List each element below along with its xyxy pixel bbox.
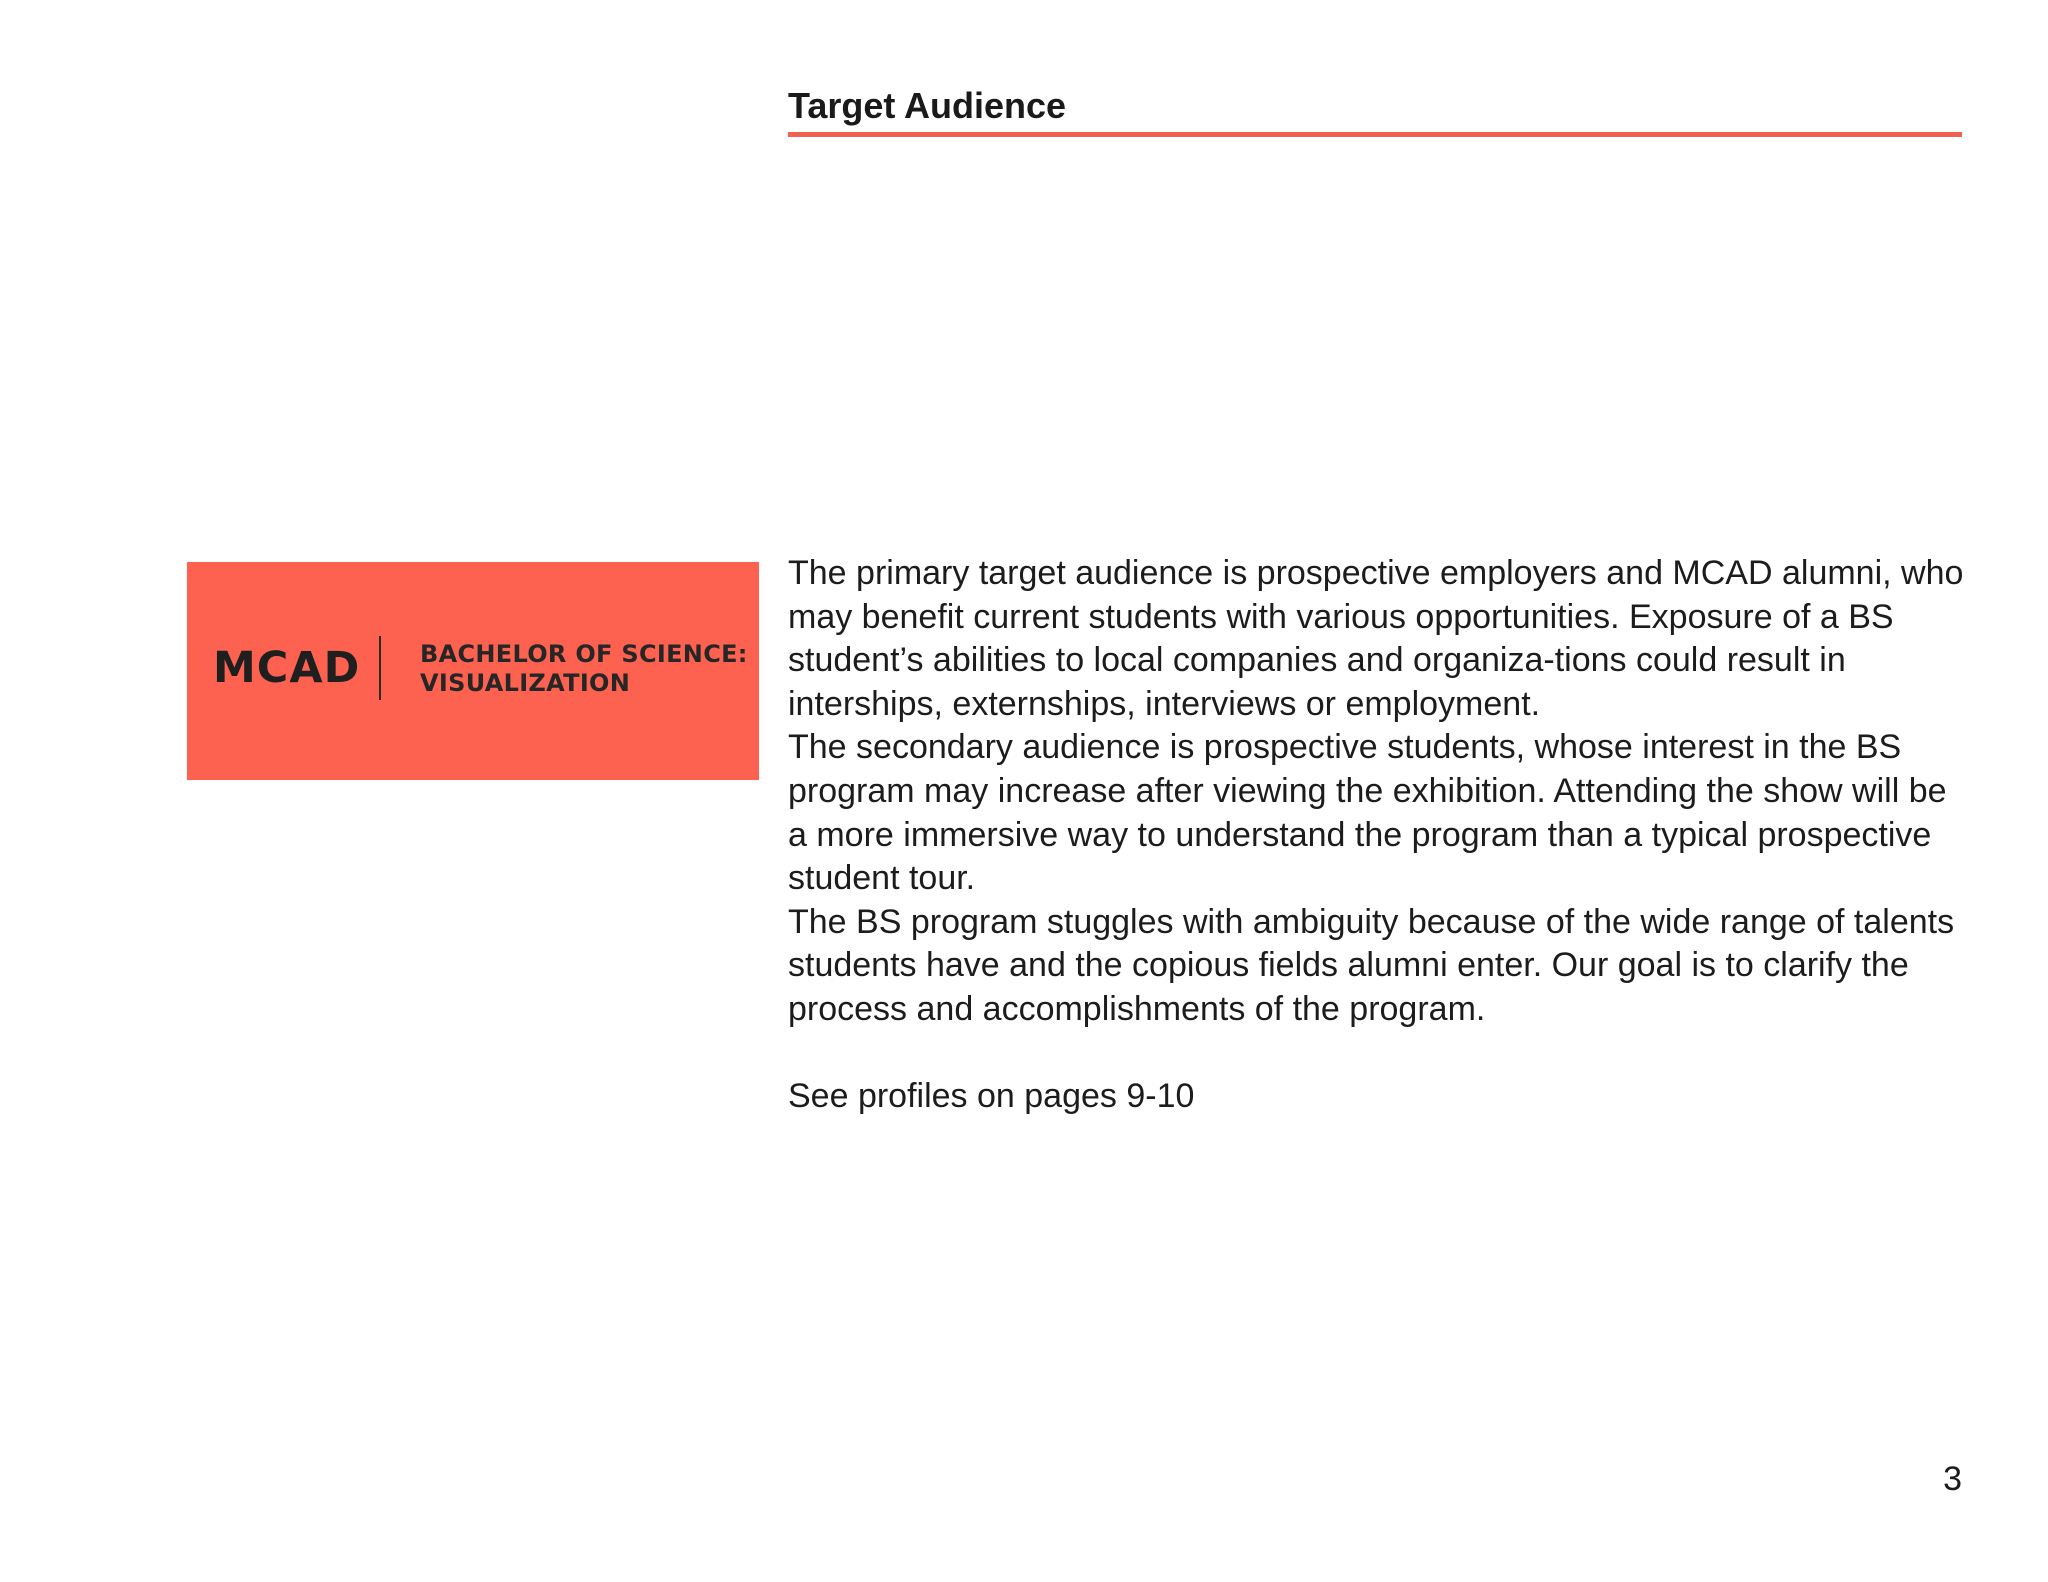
mcad-logo-banner (187, 562, 759, 780)
profiles-reference: See profiles on pages 9-10 (788, 1077, 1195, 1116)
mcad-logo-mark: MCAD (213, 643, 361, 693)
paragraph-secondary-audience: The secondary audience is prospective students, whose interest in the BS program may increase after viewing the exhibition. Attending the show will be a more immersive way to understand the program than a typical prospective student tour. (788, 728, 1947, 898)
logo-program-name (420, 640, 748, 698)
paragraph-spacer (788, 1032, 1968, 1076)
logo-program-line1: BACHELOR OF SCIENCE: (420, 640, 748, 668)
page-number: 3 (1943, 1460, 1962, 1498)
paragraph-primary-audience: The primary target audience is prospective employers and MCAD alumni, who may benefit current students with various opportunities. Exposure of a BS student’s abilities to local companies and organiza-tions could result in interships, externships, interviews or employment. (788, 554, 1964, 723)
paragraph-program-goal: The BS program stuggles with ambiguity because of the wide range of talents students have and the copious fields alumni enter. Our goal is to clarify the process and accomplishments of the program. (788, 902, 1955, 1028)
logo-program-line2: VISUALIZATION (420, 669, 631, 697)
section-title: Target Audience (788, 85, 1067, 126)
title-underline-rule (788, 132, 1962, 137)
logo-divider (379, 636, 381, 700)
body-text (788, 552, 1968, 1119)
